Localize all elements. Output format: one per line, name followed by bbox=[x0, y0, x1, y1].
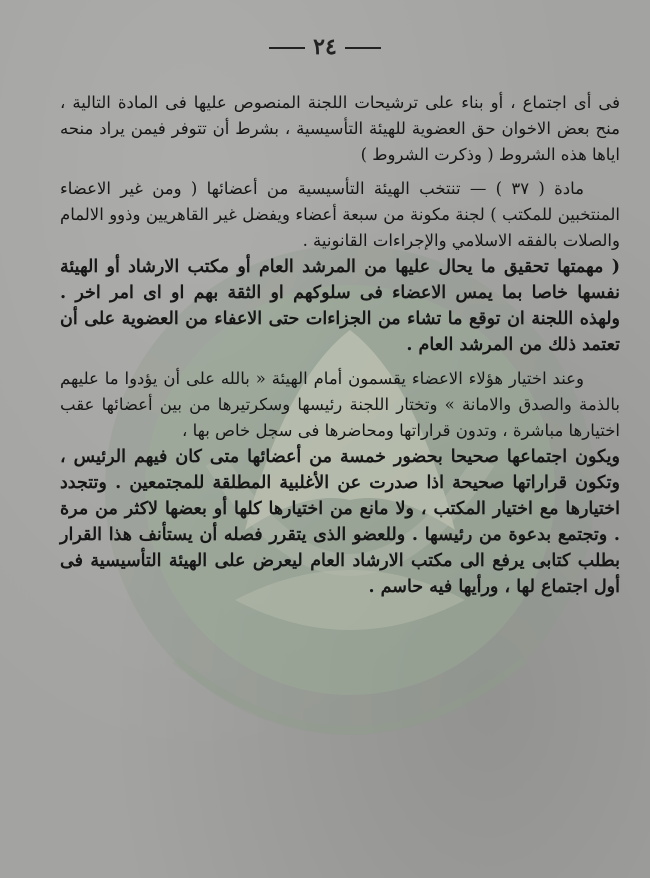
paragraph-committee-duties: ( مهمتها تحقيق ما يحال عليها من المرشد العام أو مكتب الارشاد أو الهيئة نفسها خاصا بما يمس الاعضاء فى سلوكهم او الثقة بهم او اى امر اخر . ولهذه اللجنة ان توقع ما تشاء من الجزاءات حتى الاعفاء من العضوية على أن تعتمد ذلك من المرشد العام . bbox=[60, 257, 620, 355]
page-number-value: ٢٤ bbox=[313, 34, 337, 60]
paragraph-article-37: مادة ( ٣٧ ) — تنتخب الهيئة التأسيسية من أعضائها ( ومن غير الاعضاء المنتخبين للمكتب ) لجنة مكونة من سبعة أعضاء ويفضل غير القاهريين وذوو الالمام والصلات بالفقه الاسلامي والإجراءات القانونية . bbox=[60, 179, 620, 250]
page-number-dash-left bbox=[269, 47, 305, 49]
page-number-dash-right bbox=[345, 47, 381, 49]
document-body bbox=[60, 90, 620, 600]
paragraph-membership-conditions: فى أى اجتماع ، أو بناء على ترشيحات اللجنة المنصوص عليها فى المادة التالية ، منح بعض الاخوان حق العضوية للهيئة التأسيسية ، بشرط أن تتوفر فيمن يراد منحه اياها هذه الشروط ( وذكرت الشروط ) bbox=[60, 93, 621, 164]
paragraph-member-oath: وعند اختيار هؤلاء الاعضاء يقسمون أمام الهيئة « بالله على أن يؤدوا ما عليهم بالذمة والصدق والامانة » وتختار اللجنة رئيسها وسكرتيرها من بين أعضائها عقب اختيارها مباشرة ، وتدون قراراتها ومحاضرها فى سجل خاص بها ، bbox=[60, 369, 620, 440]
page-number bbox=[0, 34, 650, 60]
paragraph-quorum-and-appeal: ويكون اجتماعها صحيحا بحضور خمسة من أعضائها متى كان فيهم الرئيس ، وتكون قراراتها صحيحة اذا صدرت عن الأغلبية المطلقة للمجتمعين . وتتجدد اختيارها مع اختيار المكتب ، ولا مانع من اختيارها كلها أو بعضها لاكثر من مرة . وتجتمع بدعوة من رئيسها . وللعضو الذى يتقرر فصله أن يستأنف هذا القرار بطلب كتابى يرفع الى مكتب الارشاد العام ليعرض على الهيئة التأسيسية فى أول اجتماع لها ، ورأيها فيه حاسم . bbox=[60, 447, 620, 597]
